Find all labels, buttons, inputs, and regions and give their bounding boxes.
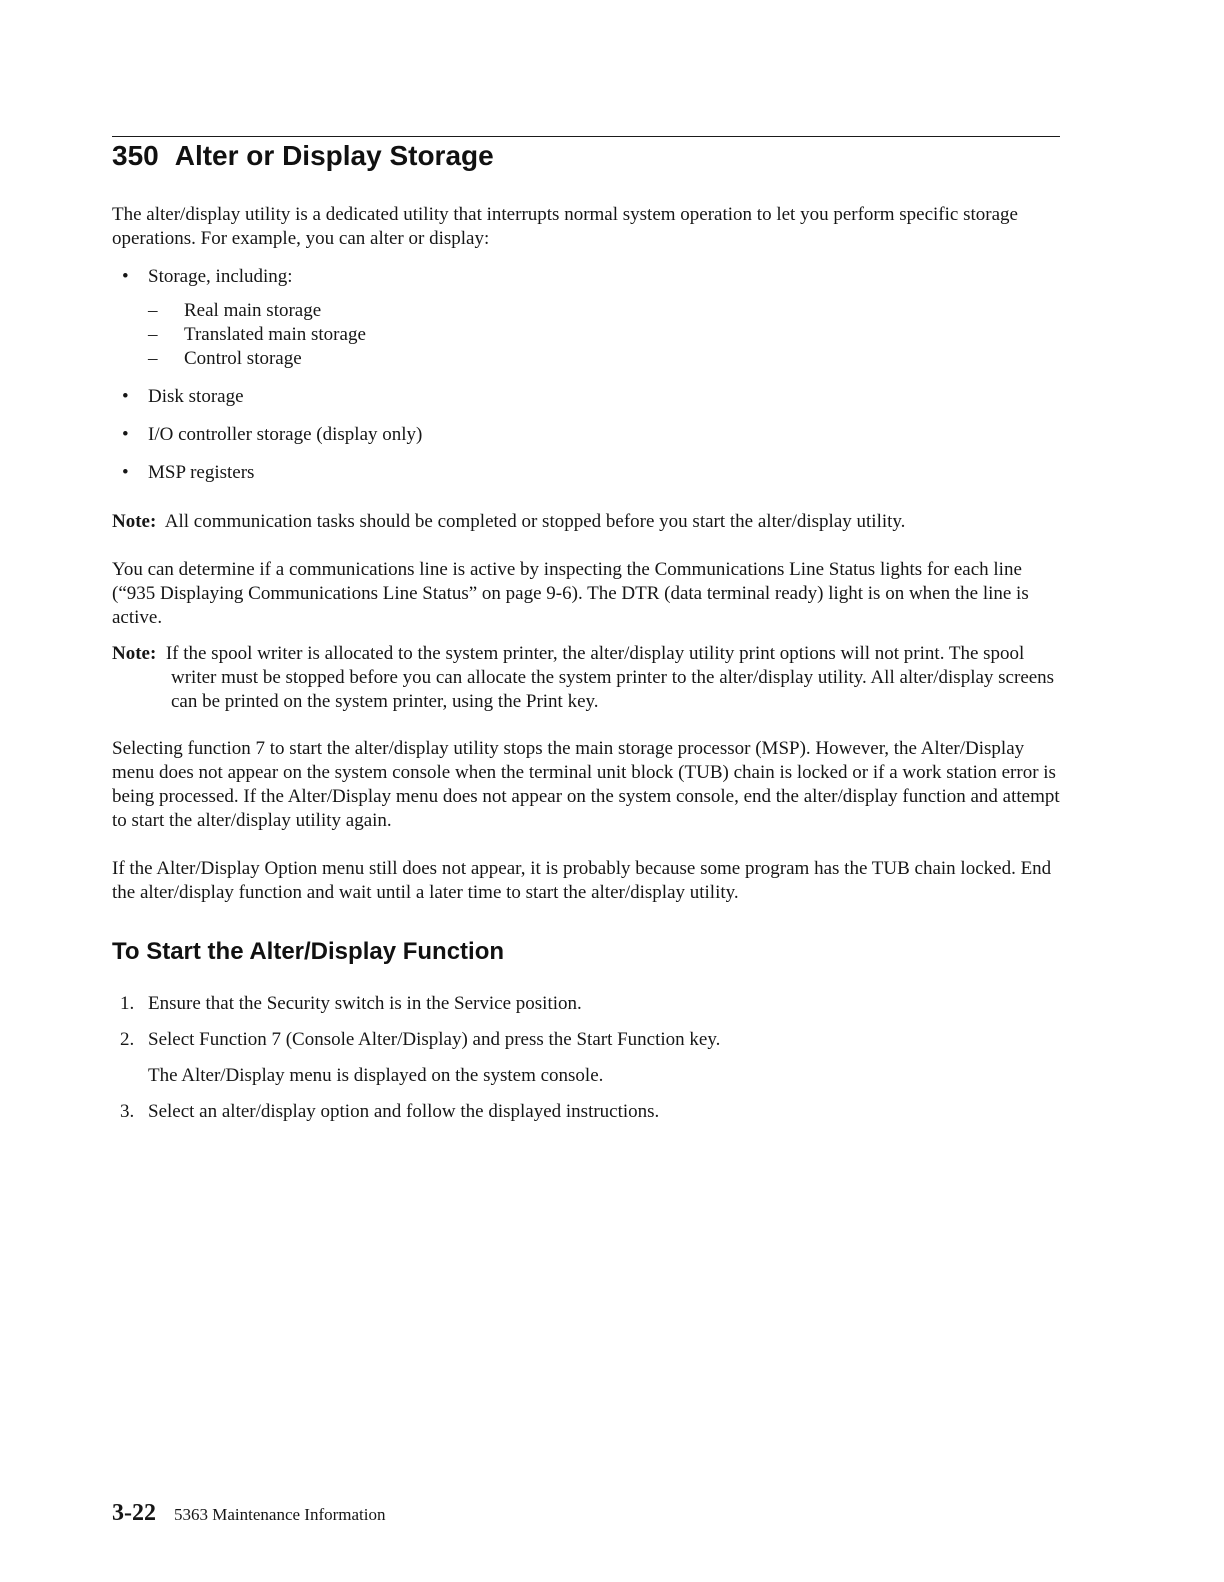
list-item-text: MSP registers: [148, 462, 255, 483]
step-number: 1.: [120, 993, 135, 1014]
sublist-item: [148, 299, 422, 323]
section-title: Alter or Display Storage: [174, 140, 494, 171]
sublist-item-text: Translated main storage: [184, 324, 366, 345]
dash-icon: –: [148, 324, 158, 345]
step-text: Select Function 7 (Console Alter/Display) and press the Start Function key.: [148, 1029, 721, 1050]
note-label: Note:: [112, 643, 157, 664]
list-item: [112, 461, 422, 485]
bullet-icon: •: [122, 424, 129, 445]
sublist-item-text: Control storage: [184, 348, 302, 369]
procedure-steps: [112, 992, 720, 1124]
dash-icon: –: [148, 300, 158, 321]
list-item: [112, 423, 422, 447]
note-text: If the spool writer is allocated to the system printer, the alter/display utility print options will not print. The spool writer must be stopped before you can allocate the system printer to the alter/display utility. All alter/display screens can be printed on the system printer, using the Print key.: [165, 643, 1055, 712]
dash-icon: –: [148, 348, 158, 369]
step-item: [112, 1028, 720, 1088]
sublist-item: [148, 347, 422, 371]
step-text: Ensure that the Security switch is in the Service position.: [148, 993, 582, 1014]
bullet-icon: •: [122, 386, 129, 407]
section-rule: [112, 136, 1060, 137]
intro-paragraph: The alter/display utility is a dedicated utility that interrupts normal system operation to let you perform specific storage operations. For example, you can alter or display:: [112, 204, 1018, 249]
note-spool-writer: [112, 642, 1067, 714]
page-footer: [112, 1500, 386, 1527]
section-heading: [112, 140, 494, 172]
step-number: 2.: [120, 1029, 135, 1050]
sublist-item: [148, 323, 422, 347]
list-item-text: I/O controller storage (display only): [148, 424, 423, 445]
note-communication: [112, 510, 1067, 534]
list-item-text: Storage, including:: [148, 266, 293, 287]
comm-status-paragraph: You can determine if a communications line is active by inspecting the Communications Line Status lights for each line (“935 Displaying Communications Line Status” on page 9-6). The DTR (data terminal ready) light is on when the line is active.: [112, 559, 1029, 628]
select-function-paragraph: Selecting function 7 to start the alter/display utility stops the main storage processor (MSP). However, the Alter/Display menu does not appear on the system console when the terminal unit block (TUB) chain is locked or if a work station error is being processed. If the Alter/Display menu does not appear on the system console, end the alter/display function and attempt to start the alter/display utility again.: [112, 738, 1060, 831]
option-menu-paragraph: If the Alter/Display Option menu still does not appear, it is probably because some program has the TUB chain locked. End the alter/display function and wait until a later time to start the alter/display utility.: [112, 858, 1052, 903]
list-item-text: Disk storage: [148, 386, 244, 407]
bullet-icon: •: [122, 266, 129, 287]
step-result: The Alter/Display menu is displayed on the system console.: [148, 1065, 604, 1086]
step-item: [112, 1100, 720, 1124]
list-item: [112, 265, 422, 371]
step-item: [112, 992, 720, 1016]
sublist-item-text: Real main storage: [184, 300, 322, 321]
bullet-icon: •: [122, 462, 129, 483]
storage-list: [112, 265, 422, 485]
subsection-title: To Start the Alter/Display Function: [112, 938, 505, 965]
section-number: 350: [112, 140, 159, 171]
storage-sublist: [148, 299, 422, 371]
step-number: 3.: [120, 1101, 135, 1122]
step-text: Select an alter/display option and follow the displayed instructions.: [148, 1101, 660, 1122]
list-item: [112, 385, 422, 409]
note-text: All communication tasks should be completed or stopped before you start the alter/display utility.: [164, 511, 906, 532]
note-label: Note:: [112, 511, 157, 532]
footer-title: 5363 Maintenance Information: [174, 1505, 386, 1524]
page-number: 3-22: [112, 1500, 156, 1526]
